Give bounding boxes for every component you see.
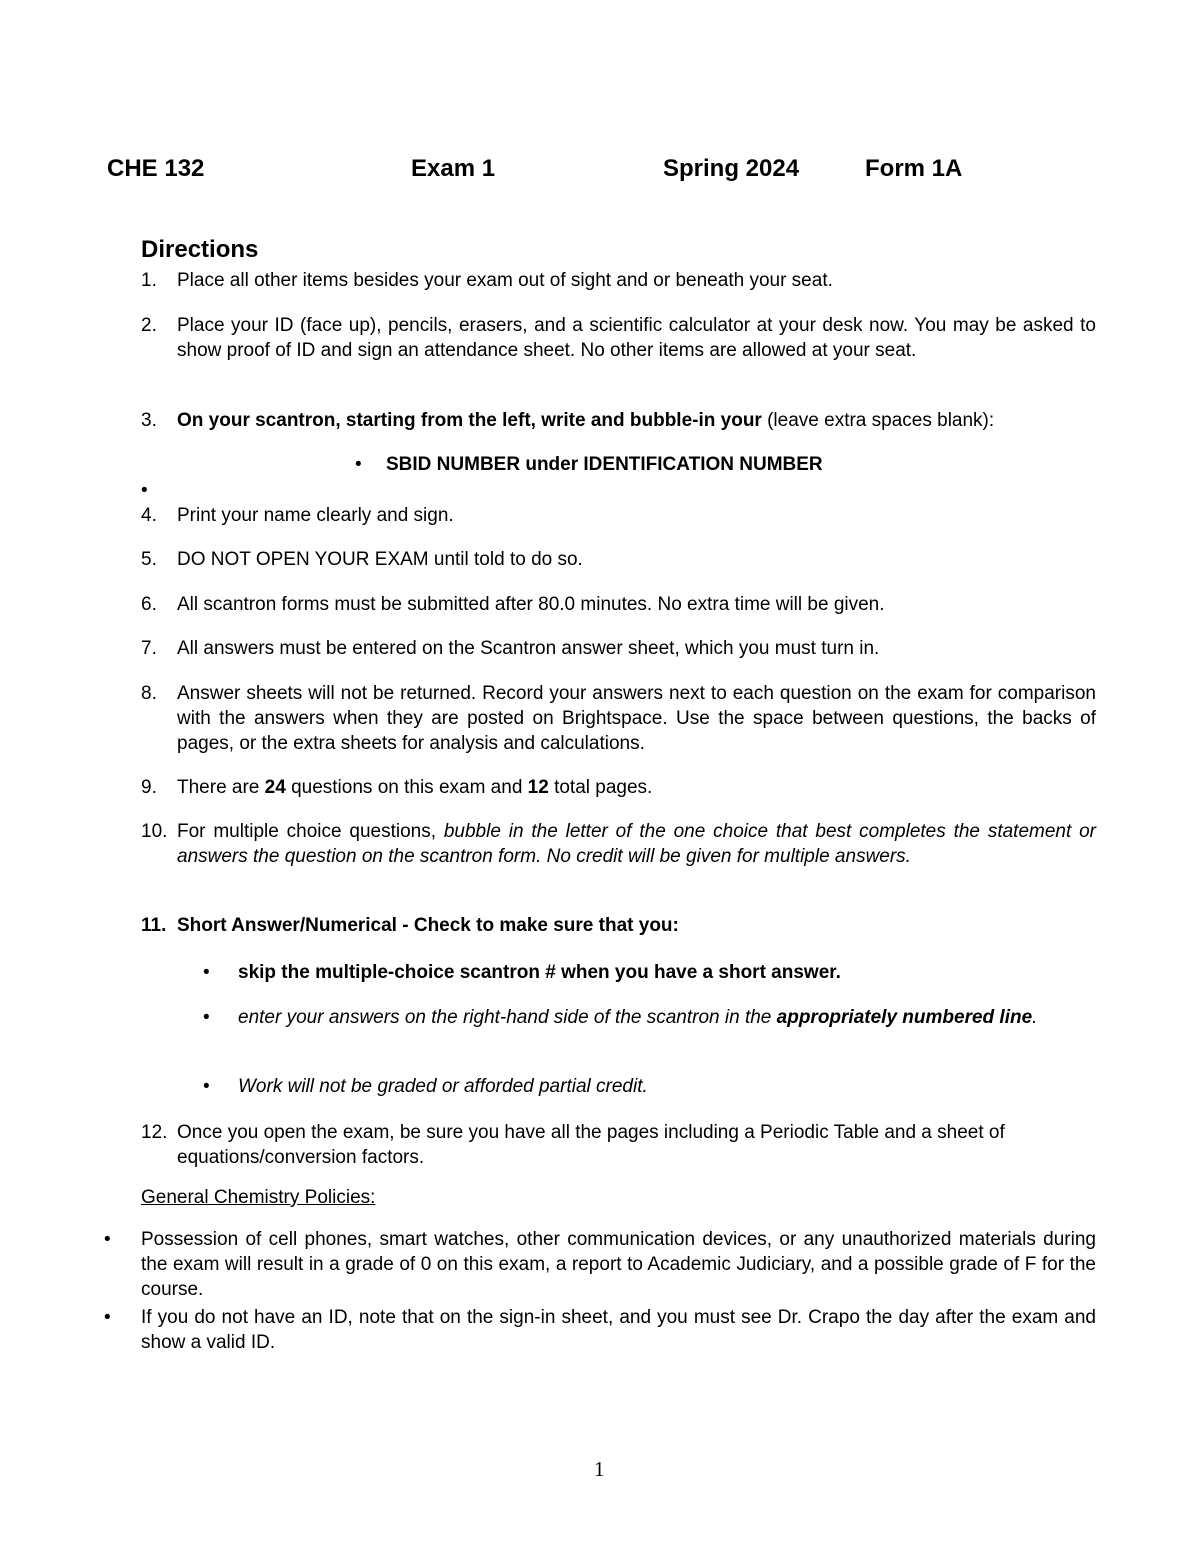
direction-item-11 bbox=[141, 913, 1096, 938]
policies-heading: General Chemistry Policies: bbox=[141, 1187, 376, 1208]
item-number: 5. bbox=[141, 549, 157, 570]
bullet-icon: • bbox=[104, 1307, 111, 1328]
item-text: All answers must be entered on the Scantron answer sheet, which you must turn in. bbox=[177, 638, 880, 659]
item-number: 3. bbox=[141, 410, 157, 431]
item-text: Place your ID (face up), pencils, erasers, and a scientific calculator at your desk now. You may be asked to show proof of ID and sign an attendance sheet. No other items are allowed at your seat. bbox=[177, 315, 1096, 361]
item-number: 12. bbox=[141, 1122, 168, 1143]
direction-item-1 bbox=[141, 268, 1096, 293]
item-text bbox=[177, 775, 1096, 800]
bullet-icon: • bbox=[203, 1076, 210, 1097]
direction-item-12 bbox=[141, 1120, 1096, 1170]
item-italic-text: bubble in the letter of the one choice that best completes the statement or answers the question on the scantron form. No credit will be given for multiple answers. bbox=[177, 821, 1096, 867]
item-number: 2. bbox=[141, 315, 157, 336]
direction-item-9 bbox=[141, 775, 1096, 800]
question-count: 24 bbox=[264, 777, 286, 798]
sbid-instruction: SBID NUMBER under IDENTIFICATION NUMBER bbox=[386, 454, 823, 475]
direction-item-3 bbox=[141, 408, 1096, 433]
item-number: 4. bbox=[141, 505, 157, 526]
item-text-part: There are bbox=[177, 777, 265, 798]
item-text-part: For multiple choice questions, bbox=[177, 821, 444, 842]
item-number: 9. bbox=[141, 777, 157, 798]
item-rest-text: (leave extra spaces blank): bbox=[761, 410, 995, 431]
rule-italic-text: . bbox=[1032, 1007, 1038, 1028]
item-text-part: questions on this exam and bbox=[285, 777, 528, 798]
item-text bbox=[177, 408, 1096, 433]
item-text bbox=[177, 819, 1096, 869]
exam-title: Exam 1 bbox=[411, 155, 496, 182]
direction-item-8 bbox=[141, 681, 1096, 756]
direction-item-4 bbox=[141, 503, 1096, 528]
short-answer-rule-2 bbox=[238, 1005, 1098, 1030]
item-text: Print your name clearly and sign. bbox=[177, 505, 454, 526]
item-text: DO NOT OPEN YOUR EXAM until told to do so. bbox=[177, 549, 583, 570]
exam-form: Form 1A bbox=[865, 155, 963, 182]
direction-item-10 bbox=[141, 819, 1096, 869]
item-number: 8. bbox=[141, 683, 157, 704]
short-answer-rule-3: Work will not be graded or afforded partial credit. bbox=[238, 1076, 648, 1097]
direction-item-6 bbox=[141, 592, 1096, 617]
directions-heading: Directions bbox=[141, 236, 259, 263]
item-number: 1. bbox=[141, 270, 157, 291]
direction-item-7 bbox=[141, 636, 1096, 661]
item-bold-text: On your scantron, starting from the left, write and bubble-in your bbox=[177, 410, 762, 431]
exam-term: Spring 2024 bbox=[663, 155, 800, 182]
item-text: Short Answer/Numerical - Check to make sure that you: bbox=[177, 915, 679, 936]
item-text: Answer sheets will not be returned. Record your answers next to each question on the exam for comparison with the answers when they are posted on Brightspace. Use the space between questions, the backs of pages, or the extra sheets for analysis and calculations. bbox=[177, 683, 1096, 754]
item-text: All scantron forms must be submitted after 80.0 minutes. No extra time will be given. bbox=[177, 594, 885, 615]
rule-bold-italic-text: appropriately numbered line bbox=[776, 1007, 1033, 1028]
short-answer-rule-1: skip the multiple-choice scantron # when you have a short answer. bbox=[238, 962, 841, 983]
course-code: CHE 132 bbox=[107, 155, 205, 182]
policy-item-1: Possession of cell phones, smart watches, other communication devices, or any unauthorized materials during the exam will result in a grade of 0 on this exam, a report to Academic Judiciary, and a possible grade of F for the course. bbox=[141, 1229, 1096, 1300]
bullet-icon: • bbox=[355, 454, 362, 475]
page-count: 12 bbox=[527, 777, 549, 798]
page-number: 1 bbox=[594, 1457, 605, 1481]
bullet-icon: • bbox=[104, 1229, 111, 1250]
direction-item-2 bbox=[141, 313, 1096, 363]
bullet-icon: • bbox=[141, 480, 148, 501]
policy-item-2: If you do not have an ID, note that on the sign-in sheet, and you must see Dr. Crapo the day after the exam and show a valid ID. bbox=[141, 1307, 1096, 1353]
direction-item-5 bbox=[141, 547, 1096, 572]
bullet-icon: • bbox=[203, 1007, 210, 1028]
item-number: 6. bbox=[141, 594, 157, 615]
item-text-part: total pages. bbox=[548, 777, 653, 798]
item-text: Place all other items besides your exam out of sight and or beneath your seat. bbox=[177, 270, 833, 291]
bullet-icon: • bbox=[203, 962, 210, 983]
item-number: 11. bbox=[141, 915, 167, 936]
item-number: 7. bbox=[141, 638, 157, 659]
item-text: Once you open the exam, be sure you have all the pages including a Periodic Table and a sheet of equations/conversion factors. bbox=[177, 1122, 1005, 1168]
item-number: 10. bbox=[141, 821, 168, 842]
rule-italic-text: enter your answers on the right-hand side of the scantron in the bbox=[238, 1007, 777, 1028]
